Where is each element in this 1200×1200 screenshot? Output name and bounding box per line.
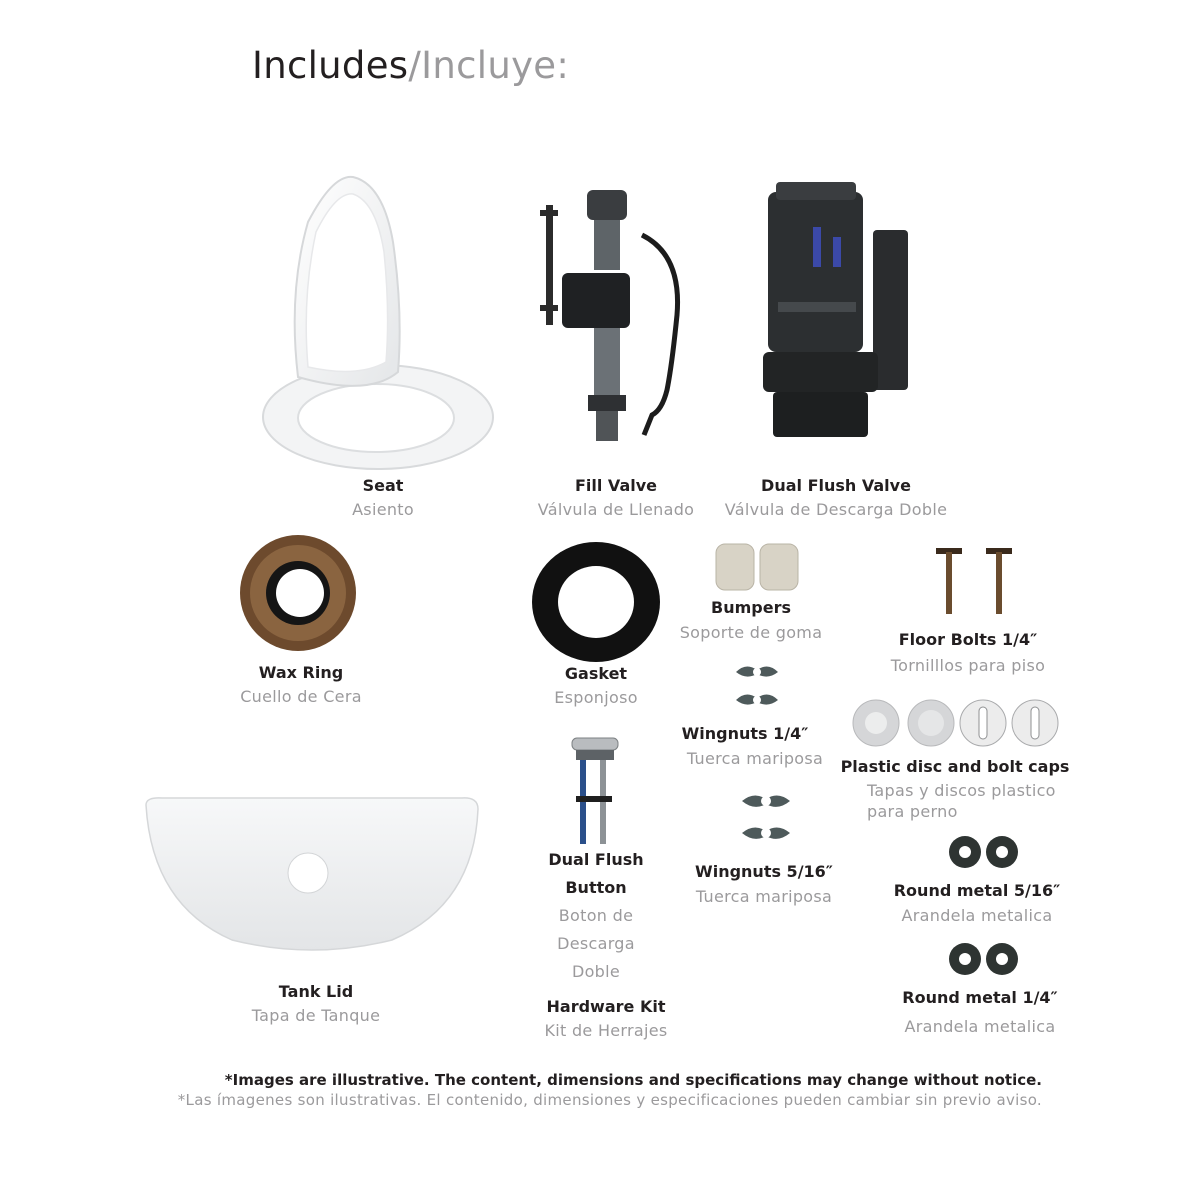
wingnuts-quarter-label-es: Tuerca mariposa [686,749,824,768]
dual-flush-button-label-es-1: Boton de [558,906,634,925]
fill-valve-label: Fill Valve [574,476,658,495]
bumpers-caption [680,595,823,645]
floor-bolts-label-es: Tornilllos para piso [890,656,1046,675]
plastic-disc-label-es-1: Tapas y discos plastico [867,781,1056,800]
bumpers-label-es: Soporte de goma [679,623,823,642]
bumpers-image [714,542,810,592]
hardware-kit-caption [544,995,667,1043]
dual-flush-valve-caption [725,474,947,522]
tank-lid-caption [252,980,380,1028]
wingnuts-five-sixteenths-label-es: Tuerca mariposa [695,887,833,906]
plastic-disc-caption [841,755,1070,779]
dual-flush-valve-label: Dual Flush Valve [761,476,911,495]
wingnuts-five-sixteenths-label: Wingnuts 5/16″ [695,862,833,881]
round-metal-quarter-label-es: Arandela metalica [904,1017,1056,1036]
dual-flush-button-label-1: Dual Flush [548,850,644,869]
wingnuts-five-sixteenths-caption [695,858,833,909]
wingnuts-quarter-label: Wingnuts 1/4″ [681,724,809,743]
tank-lid-label-es: Tapa de Tanque [251,1006,381,1025]
wax-ring-image [238,533,358,653]
disclaimer [178,1070,1042,1110]
dual-flush-button-label-2: Button [565,878,627,897]
bumpers-label: Bumpers [711,598,791,617]
title-english: Includes [252,44,409,87]
toilet-seat-image [258,172,498,472]
dual-flush-button-label-es-2: Descarga [557,934,635,953]
gasket-image [530,540,662,664]
fill-valve-image [532,185,692,450]
plastic-disc-image [852,697,1062,749]
gasket-caption [554,662,638,710]
dual-flush-button-image [568,736,622,846]
plastic-disc-label-es-2: para perno [867,802,958,821]
tank-lid-image [142,795,482,955]
dual-flush-button-label-es-3: Doble [571,962,621,981]
round-metal-quarter-caption [902,985,1057,1043]
fill-valve-label-es: Válvula de Llenado [537,500,695,519]
wingnuts-quarter-caption [667,720,823,771]
dual-flush-valve-label-es: Válvula de Descarga Doble [724,500,948,519]
round-metal-five-sixteenths-label: Round metal 5/16″ [893,881,1061,900]
round-metal-five-sixteenths-caption [894,877,1061,928]
plastic-disc-caption-es [867,780,1056,822]
hardware-kit-label-es: Kit de Herrajes [544,1021,668,1040]
wingnuts-quarter-image [734,660,780,712]
floor-bolts-label: Floor Bolts 1/4″ [898,630,1038,649]
seat-label: Seat [362,476,404,495]
fill-valve-caption [538,474,694,522]
disclaimer-spanish: *Las ímagenes son ilustrativas. El contenido, dimensiones y especificaciones pueden cambiar sin previo aviso. [177,1091,1042,1109]
hardware-kit-label: Hardware Kit [546,997,666,1016]
round-metal-five-sixteenths-image [947,834,1021,870]
plastic-disc-label: Plastic disc and bolt caps [840,757,1070,776]
gasket-label-es: Esponjoso [554,688,638,707]
round-metal-quarter-label: Round metal 1/4″ [902,988,1058,1007]
floor-bolts-caption [891,626,1045,678]
dual-flush-valve-image [758,182,918,442]
round-metal-quarter-image [947,941,1021,977]
seat-caption [352,474,414,522]
floor-bolts-image [930,546,1020,616]
title-spanish: Incluye: [421,44,570,87]
wingnuts-five-sixteenths-image [740,789,792,845]
round-metal-five-sixteenths-label-es: Arandela metalica [901,906,1053,925]
wax-ring-caption [240,661,362,709]
gasket-label: Gasket [564,664,628,683]
title-separator: / [408,44,422,87]
wax-ring-label: Wax Ring [258,663,344,682]
wax-ring-label-es: Cuello de Cera [240,687,362,706]
page-title [252,44,569,87]
seat-label-es: Asiento [352,500,414,519]
dual-flush-button-caption [548,846,643,986]
disclaimer-english: *Images are illustrative. The content, dimensions and specifications may change without notice. [224,1071,1042,1089]
tank-lid-label: Tank Lid [278,982,354,1001]
